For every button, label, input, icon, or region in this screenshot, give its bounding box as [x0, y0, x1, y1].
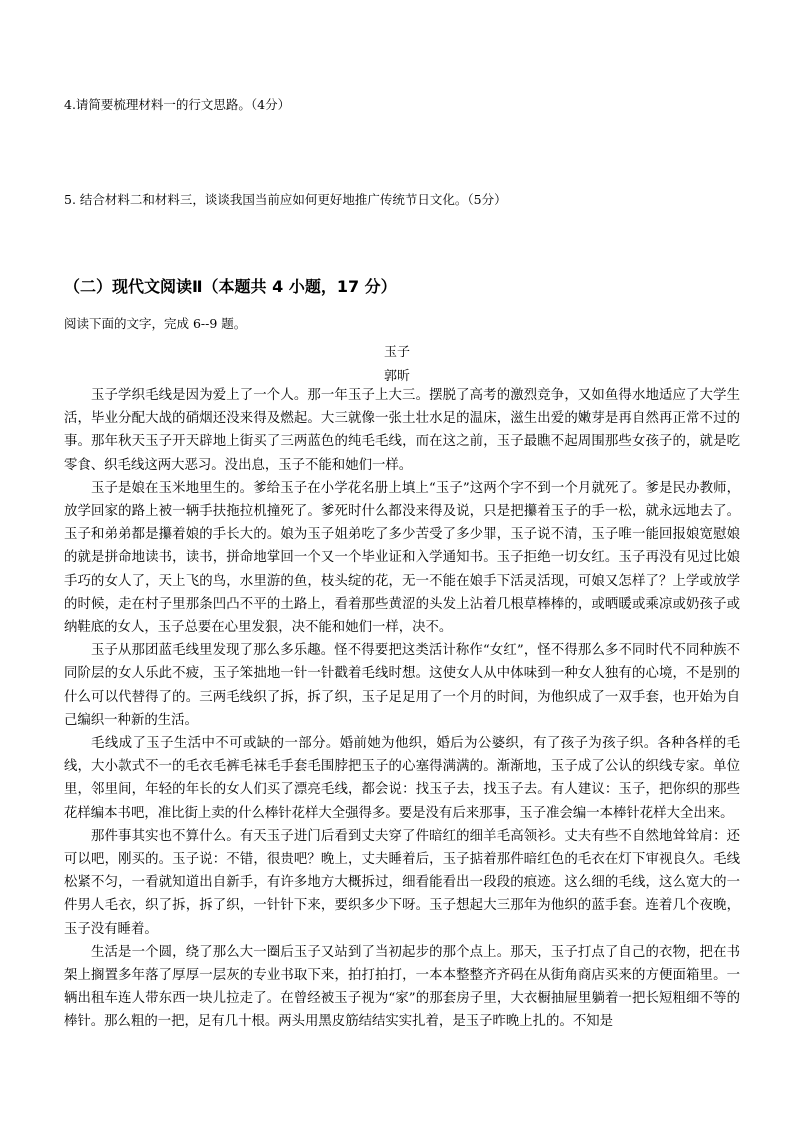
question-4: 4.请简要梳理材料一的行文思路。（4分）: [64, 97, 291, 112]
article-paragraph: 生活是一个圆，绕了那么大一圈后玉子又站到了当初起步的那个点上。那天，玉子打点了自己的衣物，把在书架上搁置多年落了厚厚一层灰的专业书取下来，拍打拍打，一本本整整齐齐码在从街角商店买来的方便面箱里。一辆出租车连人带东西一块儿拉走了。在曾经被玉子视为“家”的那套房子里，大衣橱抽屉里躺着一把长短粗细不等的棒针。那么粗的一把，足有几十根。两头用黑皮筋结结实实扎着，是玉子昨晚上扎的。不知是: [64, 944, 740, 1030]
article-paragraph: 玉子从那团蓝毛线里发现了那么多乐趣。怪不得要把这类活计称作“女红”，怪不得那么多不同时代不同种族不同阶层的女人乐此不疲，玉子笨拙地一针一针戳着毛线时想。这使女人从中体味到一种女人独有的心境，不是别的什么可以代替得了的。三两毛线织了拆，拆了织，玉子足足用了一个月的时间，为他织成了一双手套，也开始为自己编织一种新的生活。: [64, 643, 740, 728]
article-paragraph: 玉子学织毛线是因为爱上了一个人。那一年玉子上大三。摆脱了高考的激烈竞争，又如鱼得水地适应了大学生活，毕业分配大战的硝烟还没来得及燃起。大三就像一张土壮水足的温床，滋生出爱的嫩芽是再自然再正常不过的事。那年秋天玉子开天辟地上街买了三两蓝色的纯毛毛线，而在这之前，玉子最瞧不起周围那些女孩子的，就是吃零食、织毛线这两大恶习。没出息，玉子不能和她们一样。: [64, 388, 740, 473]
article-paragraph: 毛线成了玉子生活中不可或缺的一部分。婚前她为他织，婚后为公婆织，有了孩子为孩子织。各种各样的毛线，大小款式不一的毛衣毛裤毛袜毛手套毛围脖把玉子的心塞得满满的。渐渐地，玉子成了公认的织线专家。单位里，邻里间，年轻的年长的女人们买了漂亮毛线，都会说：找玉子去，找玉子去。有人建议：玉子，把你织的那些花样编本书吧，准比街上卖的什么棒针花样大全强得多。要是没有后来那事，玉子准会编一本棒针花样大全出来。: [64, 736, 740, 821]
article-title: 玉子: [383, 345, 410, 360]
reading-instruction: 阅读下面的文字，完成 6--9 题。: [64, 316, 247, 331]
article-author: 郭昕: [383, 369, 410, 384]
section-heading: （二）现代文阅读Ⅱ（本题共 4 小题，17 分）: [64, 277, 397, 296]
question-5: 5. 结合材料二和材料三，谈谈我国当前应如何更好地推广传统节日文化。（5分）: [64, 192, 507, 207]
article-paragraph: 玉子是娘在玉米地里生的。爹给玉子在小学花名册上填上“玉子”这两个字不到一个月就死了。爹是民办教师，放学回家的路上被一辆手扶拖拉机撞死了。爹死时什么都没来得及说，只是把攥着玉子的手一松，就永远地去了。玉子和弟弟都是攥着娘的手长大的。娘为玉子姐弟吃了多少苦受了多少罪，玉子说不清，玉子唯一能回报娘宽慰娘的就是拼命地读书，读书，拼命地掌回一个又一个毕业证和入学通知书。玉子拒绝一切女红。玉子再没有见过比娘手巧的女人了，天上飞的鸟，水里游的鱼，枝头绽的花，无一不能在娘手下活灵活现，可娘又怎样了？上学或放学的时候，走在村子里那条凹凸不平的土路上，看着那些黄涩的头发上沾着几根草棒棒的，或晒暖或乘凉或奶孩子或纳鞋底的女人，玉子总要在心里发狠，决不能和她们一样，决不。: [64, 480, 740, 636]
article-paragraph: 那件事其实也不算什么。有天玉子进门后看到丈夫穿了件暗红的细羊毛高领衫。丈夫有些不自然地耸耸肩：还可以吧，刚买的。玉子说：不错，很贵吧？晚上，丈夫睡着后，玉子掂着那件暗红色的毛衣在灯下审视良久。毛线松紧不匀，一看就知道出自新手，有许多地方大概拆过，细看能看出一段段的痕迹。这么细的毛线，这么宽大的一件男人毛衣，织了拆，拆了织，一针针下来，要织多少下呀。玉子想起大三那年为他织的蓝手套。连着几个夜晚，玉子没有睡着。: [64, 828, 740, 937]
article-body: [64, 384, 740, 1034]
